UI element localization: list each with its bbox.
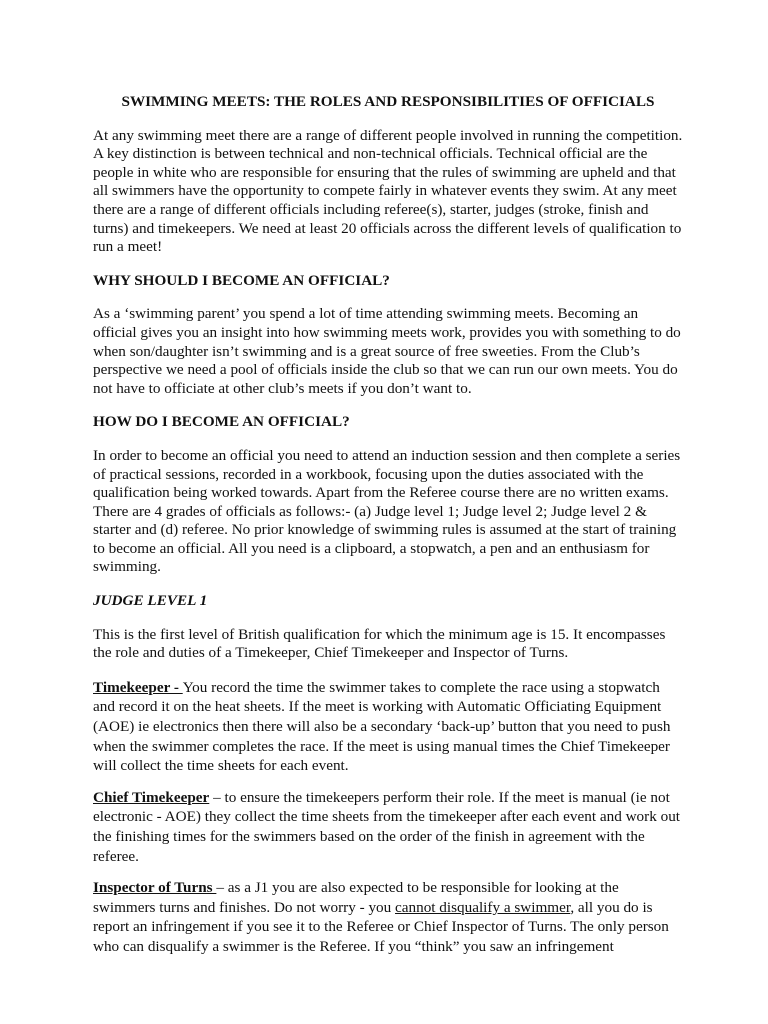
chief-timekeeper-paragraph (93, 788, 683, 866)
why-heading: WHY SHOULD I BECOME AN OFFICIAL? (93, 271, 390, 289)
timekeeper-label: Timekeeper - (93, 678, 183, 696)
why-paragraph: As a ‘swimming parent’ you spend a lot of time attending swimming meets. Becoming an official gives you an insight into how swimming meets work, provides you with something to do when son/daughter isn’t swimming and is a great source of free sweeties. From the Club’s perspective we need a pool of officials inside the club so that we can run our own meets. You do not have to officiate at other club’s meets if you don’t want to. (93, 305, 681, 397)
chief-timekeeper-label: Chief Timekeeper (93, 788, 210, 806)
cannot-disqualify-phrase: cannot disqualify a swimmer (395, 898, 571, 916)
inspector-of-turns-label: Inspector of Turns (93, 879, 217, 897)
intro-paragraph: At any swimming meet there are a range of different people involved in running the competition. A key distinction is between technical and non-technical officials. Technical official are the people in white who are responsible for ensuring that the rules of swimming are upheld and that all swimmers have the opportunity to compete fairly in whatever events they swim. At any meet there are a range of different officials including referee(s), starter, judges (stroke, finish and turns) and timekeepers. We need at least 20 officials across the different levels of qualification to run a meet! (93, 126, 683, 256)
how-paragraph: In order to become an official you need to attend an induction session and then complete a series of practical sessions, recorded in a workbook, focusing upon the duties associated with the qualification being worked towards. Apart from the Referee course there are no written exams. There are 4 grades of officials as follows:- (a) Judge level 1; Judge level 2; Judge level 2 & starter and (d) referee. No prior knowledge of swimming rules is assumed at the start of training to become an official. All you need is a clipboard, a stopwatch, a pen and an enthusiasm for swimming. (93, 446, 681, 576)
document-title: SWIMMING MEETS: THE ROLES AND RESPONSIBILITIES OF OFFICIALS (121, 93, 655, 110)
judge-level-paragraph: This is the first level of British qualification for which the minimum age is 15. It encompasses the role and duties of a Timekeeper, Chief Timekeeper and Inspector of Turns. (93, 625, 666, 662)
inspector-of-turns-paragraph (93, 878, 683, 956)
chief-timekeeper-text: – to ensure the timekeepers perform their role. If the meet is manual (ie not electronic - AOE) they collect the time sheets from the timekeeper after each event and work out the finishing times for the swimmers based on the order of the finish in agreement with the referee. (93, 788, 681, 865)
document-page (93, 93, 683, 969)
timekeeper-text: You record the time the swimmer takes to complete the race using a stopwatch and record it on the heat sheets. If the meet is working with Automatic Officiating Equipment (AOE) ie electronics then there will also be a secondary ‘back-up’ button that you need to push when the swimmer completes the race. If the meet is using manual times the Chief Timekeeper will collect the time sheets for each event. (93, 678, 671, 775)
inspector-text-part-b: , all you do is report an infringement if you see it to the Referee or Chief Inspector of Turns. The only person who can disqualify a swimmer is the Referee. If you “think” you saw an infringement (93, 898, 669, 955)
judge-level-heading: JUDGE LEVEL 1 (93, 592, 208, 610)
inspector-text-part-a: – as a J1 you are also expected to be responsible for looking at the swimmers turns and finishes. Do not worry - you (93, 879, 619, 916)
how-heading: HOW DO I BECOME AN OFFICIAL? (93, 413, 350, 431)
timekeeper-paragraph (93, 678, 683, 776)
